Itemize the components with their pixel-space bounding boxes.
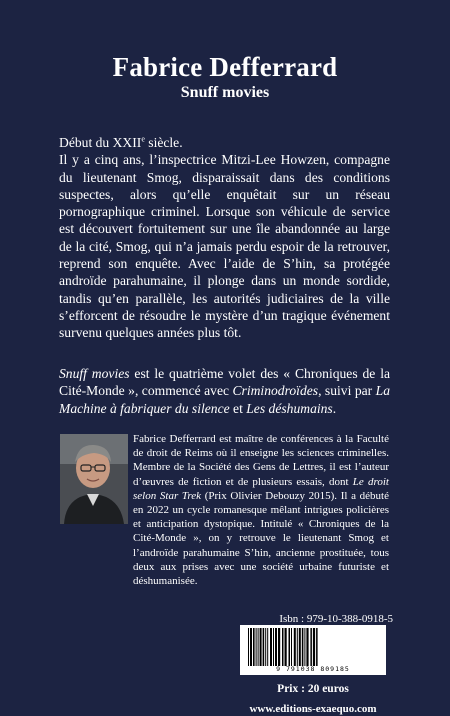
bio-book: Le droit selon Star Trek	[133, 475, 389, 502]
blurb-century-suffix: siècle.	[144, 135, 183, 150]
series-book-3: Les déshumains	[246, 400, 333, 416]
bio-text-2: (Prix Olivier Debouzy 2015). Il a débuté en 2022 un cycle romanesque mêlant intrigues policières et anticipation dystopique. Intitulé « Chroniques de la Cité-Monde », on y retrouve le lieutenant Smog et l’androïde parahumaine S’hin, ancienne prostituée, tous deux aux prises avec une société urbaine futuriste et déshumanisée.	[133, 489, 389, 588]
series-text-4: .	[332, 400, 337, 416]
blurb-body: Il y a cinq ans, l’inspectrice Mitzi-Lee Howzen, compagne du lieutenant Smog, disparaissait dans des conditions suspectes, alors qu’elle enquêtait sur un réseau pornographique criminel. Lorsque son véhicule de service est découvert fortuitement sur une île abandonnée au large de la cité, Smog, qui n’a jamais perdu espoir de la retrouver, reprend son enquête. Avec l’aide de S’hin, sa protégée androïde parahumaine, il plonge dans un monde sordide, tandis qu’en parallèle, les autorités judiciaires de la ville s’efforcent de résoudre le mystère d’un tragique événement survenu quelques années plus tôt.	[59, 152, 390, 341]
book-title: Snuff movies	[180, 84, 270, 101]
series-book-1: Criminodroïdes	[232, 383, 319, 399]
blurb-century-sup: e	[141, 134, 145, 144]
series-text-1: est le quatrième volet des « Chroniques de la Cité-Monde », commencé avec	[59, 366, 391, 399]
series-book-2: La Machine à fabriquer du silence	[59, 383, 390, 416]
price: Prix : 20 euros	[277, 683, 349, 695]
isbn-label: Isbn : 979-10-388-0918-5	[279, 613, 393, 625]
bio-text-1: Fabrice Defferrard est maître de conférences à la Faculté de droit de Reims où il enseigne les sciences criminelles. Membre de la Société des Gens de Lettres, il est l’auteur d’œuvres de fiction et de plusieurs essais, dont	[133, 433, 389, 488]
series-text-3: et	[229, 400, 247, 416]
barcode-digits: 9 791038 809185	[276, 665, 350, 673]
series-text-2: , suivi par	[318, 383, 376, 399]
author-name: Fabrice Defferrard	[112, 52, 338, 82]
series-title: Snuff movies	[59, 366, 130, 381]
website: www.editions-exaequo.com	[249, 703, 377, 715]
blurb-century-prefix: Début du XXII	[59, 135, 142, 150]
